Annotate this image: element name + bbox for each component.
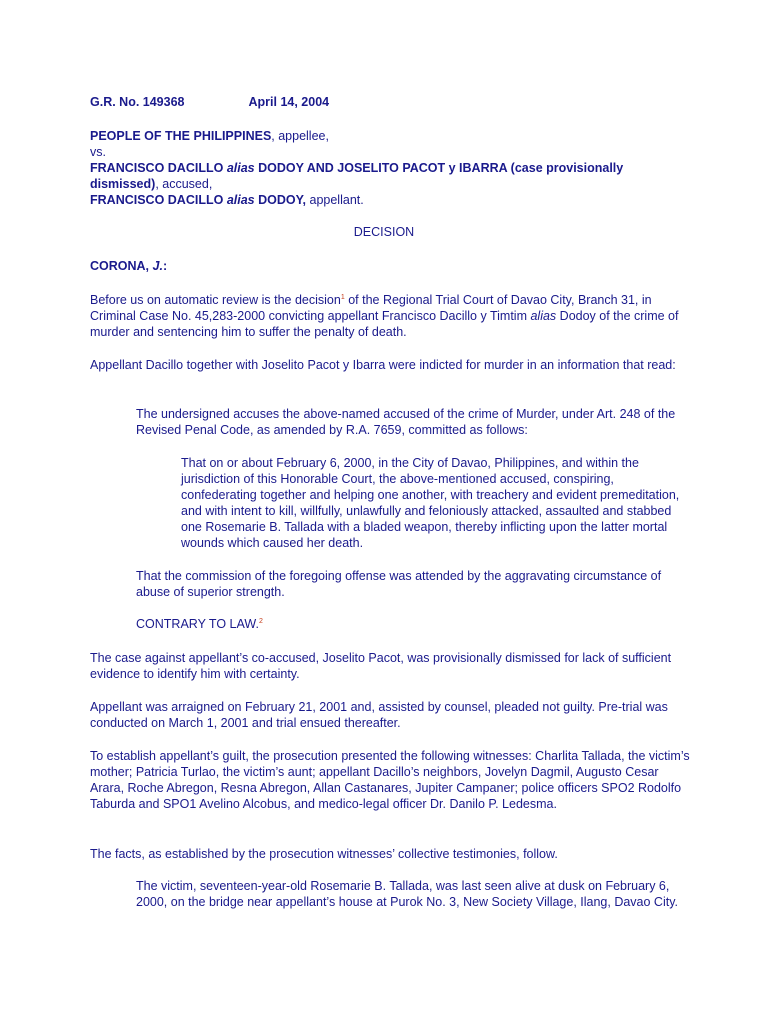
decision-date: April 14, 2004 [248, 95, 330, 109]
contrary-to-law: CONTRARY TO LAW.$^2$ [136, 617, 263, 631]
paragraph-2: Appellant Dacillo together with Joselito Pacot y Ibarra were indicted for murder in an information that read: [90, 358, 676, 372]
party-appellee: PEOPLE OF THE PHILIPPINES, appellee, [90, 129, 329, 143]
paragraph-5: To establish appellant’s guilt, the prosecution presented the following witnesses: Charlita Tallada, the victim’s mother; Patricia Turlao, the victim’s aunt; appellant Dacillo’s neighbors, Jovelyn Dagmil, Augusto Cesar Arara, Roche Abregon, Resna Abregon, Allan Castanares, Jupiter Campaner; police officers SPO2 Rodolfo Taburda and SPO1 Avelino Alcobus, and medico-legal officer Dr. Danilo P. Ledesma. [90, 749, 690, 811]
quote-paragraph-1: The undersigned accuses the above-named accused of the crime of Murder, under Art. 248 of the Revised Penal Code, as amended by R.A. 7659, committed as follows: [136, 407, 676, 437]
ponente: CORONA, J.: [90, 259, 168, 273]
party-accused: FRANCISCO DACILLO alias DODOY AND JOSELITO PACOT y IBARRA (case provisionally dismissed), accused, [90, 161, 624, 191]
quote-paragraph-4: The victim, seventeen-year-old Rosemarie B. Tallada, was last seen alive at dusk on February 6, 2000, on the bridge near appellant’s house at Purok No. 3, New Society Village, Ilang, Davao City. [136, 879, 678, 909]
versus: vs. [90, 145, 106, 159]
paragraph-3: The case against appellant’s co-accused, Joselito Pacot, was provisionally dismissed for lack of sufficient evidence to identify him with certainty. [90, 651, 672, 681]
decision-title: DECISION [353, 225, 415, 239]
quote-paragraph-2: That on or about February 6, 2000, in the City of Davao, Philippines, and within the jurisdiction of this Honorable Court, the above-mentioned accused, conspiring, confederating together and helping one another, with treachery and evident premeditation, and with intent to kill, willfully, unlawfully and feloniously attacked, assaulted and stabbed one Rosemarie B. Tallada with a bladed weapon, thereby inflicting upon the latter mortal wounds which caused her death. [181, 456, 680, 550]
party-appellant: FRANCISCO DACILLO alias DODOY, appellant. [90, 193, 364, 207]
footnote-ref-1[interactable]: 1 [340, 293, 345, 301]
paragraph-6: The facts, as established by the prosecution witnesses’ collective testimonies, follow. [90, 847, 558, 861]
case-header [90, 94, 690, 110]
parties-block [90, 128, 690, 208]
gr-number: G.R. No. 149368 [90, 95, 185, 109]
paragraph-4: Appellant was arraigned on February 21, 2001 and, assisted by counsel, pleaded not guilty. Pre-trial was conducted on March 1, 2001 and trial ensued thereafter. [90, 700, 668, 730]
quote-paragraph-3: That the commission of the foregoing offense was attended by the aggravating circumstance of abuse of superior strength. [136, 569, 662, 599]
footnote-ref-2[interactable]: 2 [258, 617, 263, 625]
paragraph-1: Before us on automatic review is the decision$^1$ of the Regional Trial Court of Davao City, Branch 31, in Criminal Case No. 45,283-2000 convicting appellant Francisco Dacillo y Timtim alias Dodoy of the crime of murder and sentencing him to suffer the penalty of death. [90, 293, 679, 339]
